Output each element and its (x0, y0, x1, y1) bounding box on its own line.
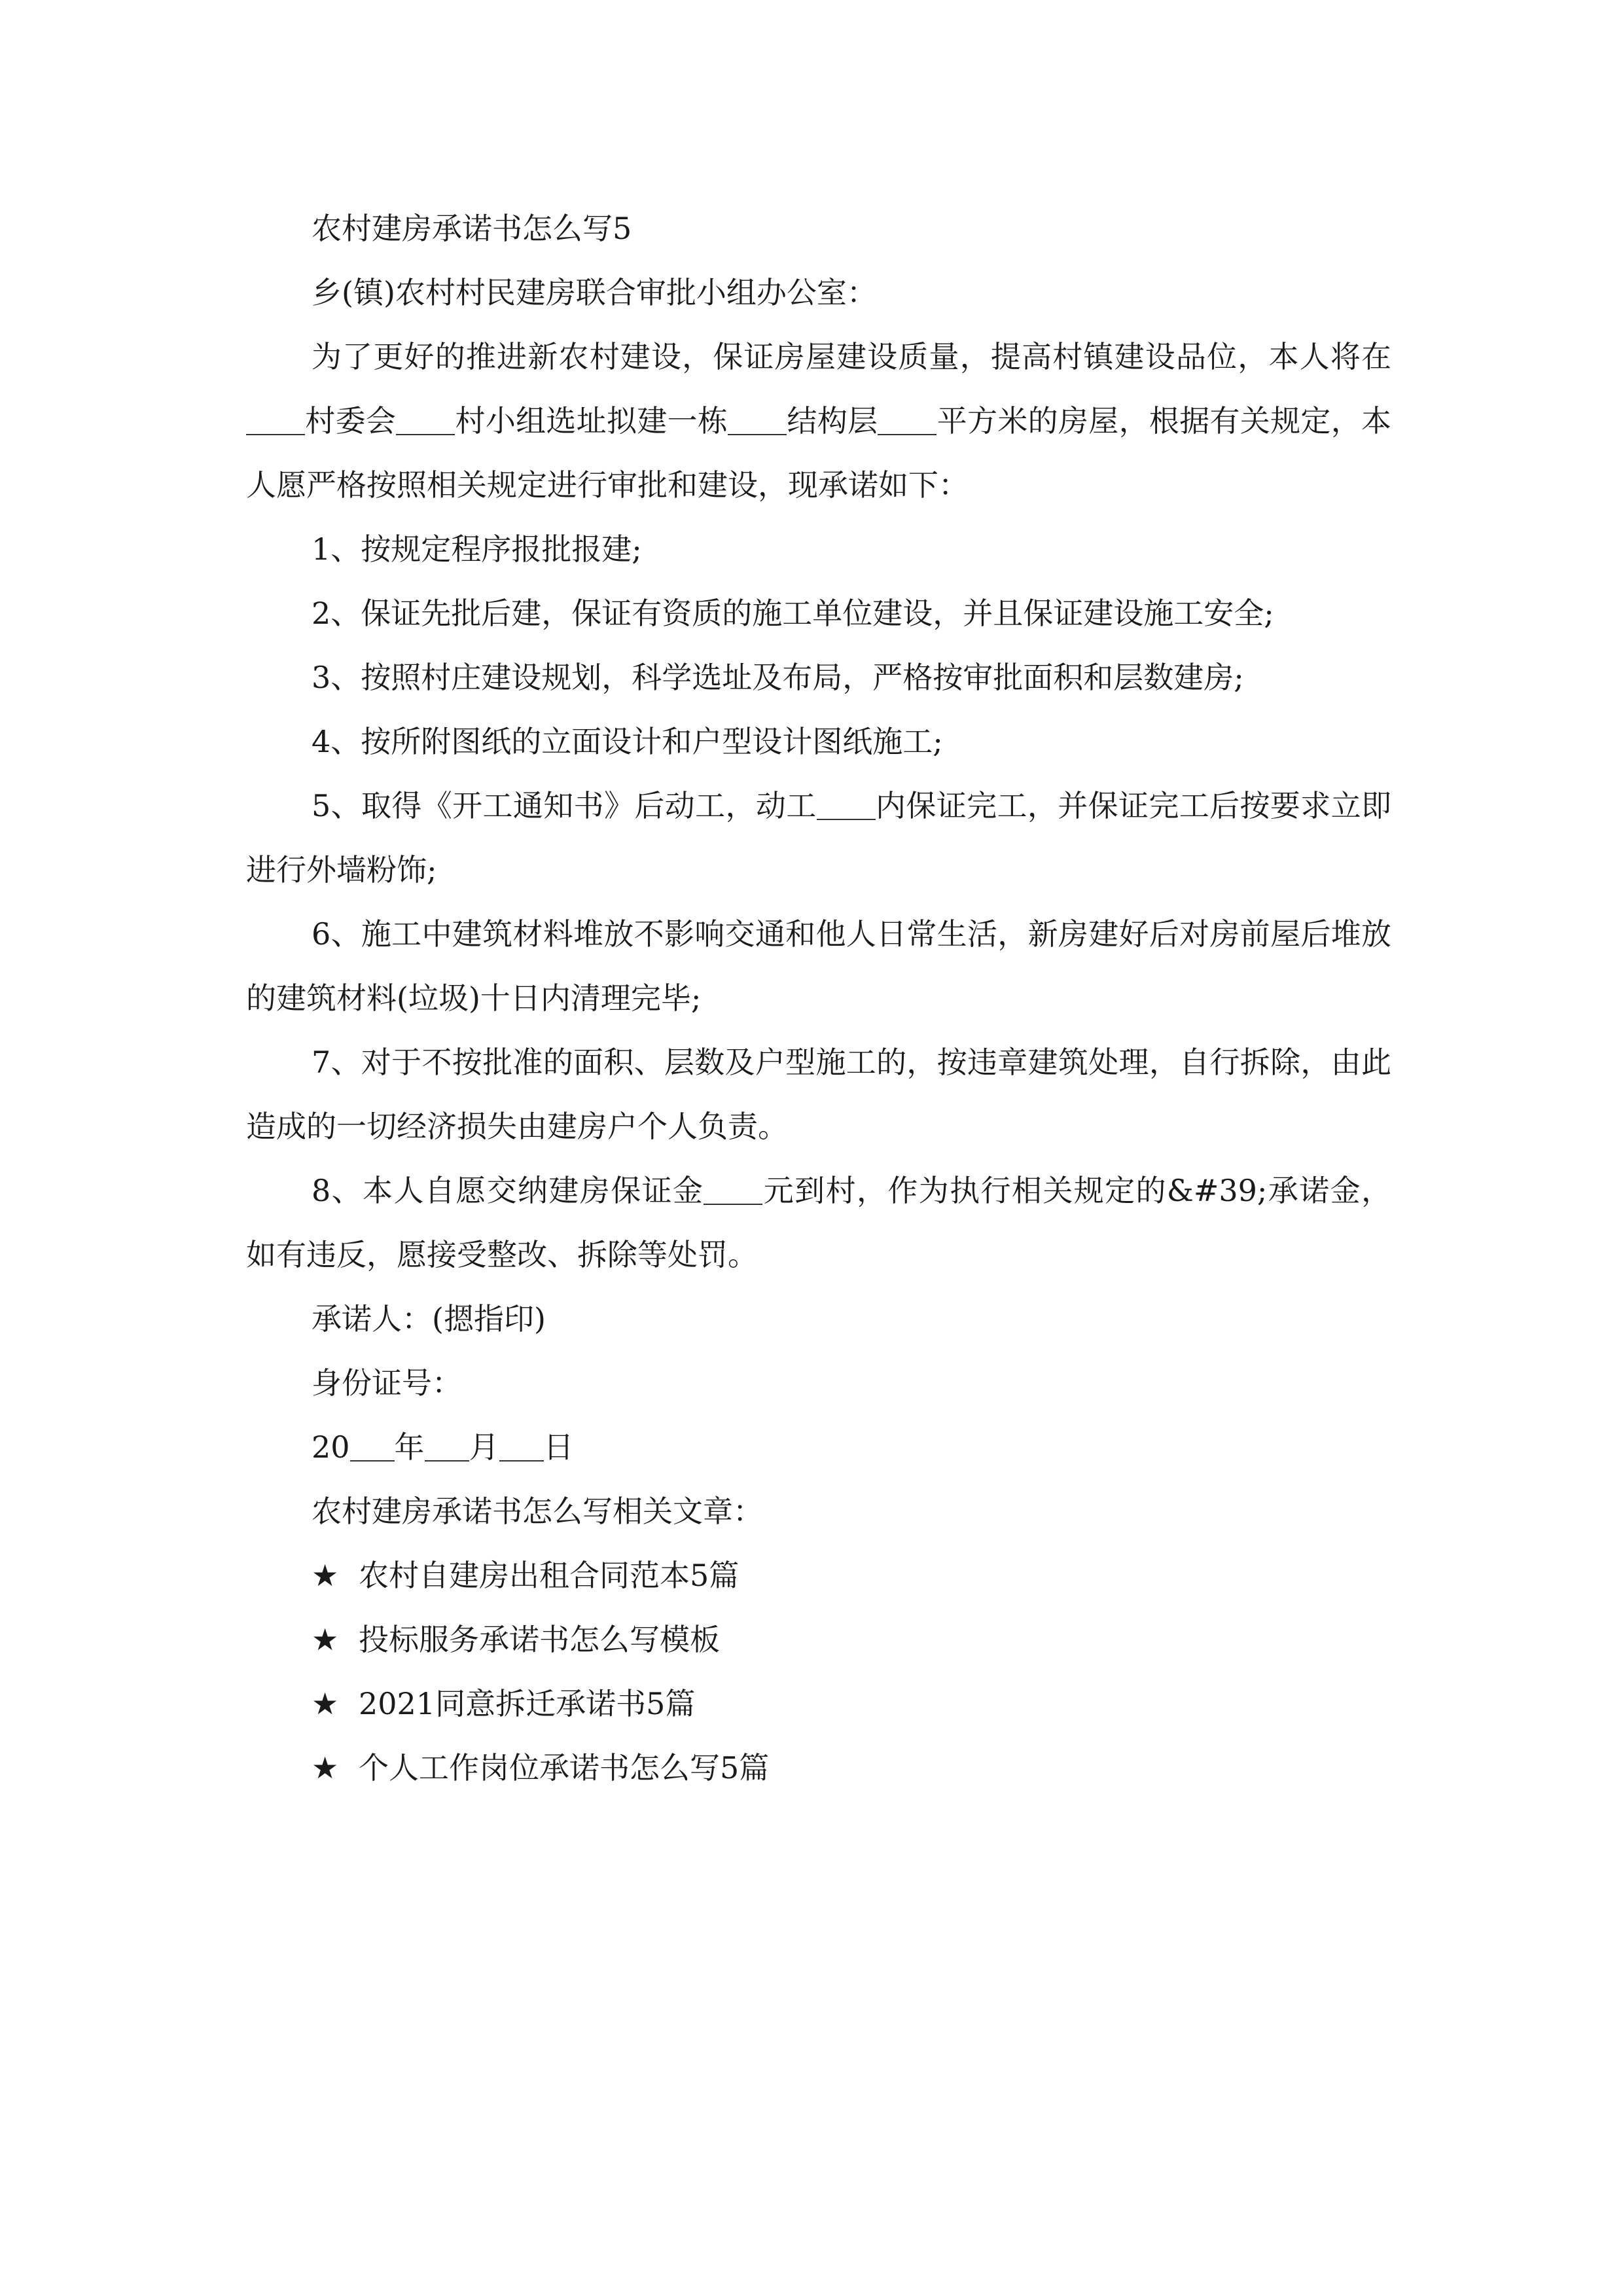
date-day-label: 日 (543, 1429, 574, 1465)
item-4: 4、按所附图纸的立面设计和户型设计图纸施工; (312, 724, 943, 759)
blank-deposit-amount (704, 1177, 762, 1205)
related-link-label[interactable]: 2021同意拆迁承诺书5篇 (359, 1686, 696, 1721)
star-icon: ★ (312, 1622, 339, 1657)
intro-text-5: 平方米的房屋，根据有关规定，本人愿严格按照相关规定进行审批和建设，现承诺如下： (246, 403, 1392, 503)
related-heading: 农村建房承诺书怎么写相关文章： (312, 1494, 763, 1529)
related-link-label[interactable]: 个人工作岗位承诺书怎么写5篇 (359, 1750, 770, 1785)
related-link-2[interactable] (246, 1607, 1391, 1672)
blank-village-committee (246, 408, 305, 435)
item-8 (246, 1158, 1391, 1287)
intro-text-1: 为了更好的推进新农村建设，保证房屋建设质量，提高村镇建设品位，本人将在 (312, 339, 1391, 374)
date-prefix: 20 (312, 1429, 350, 1465)
item-8-text-b: 元到村，作为执行相关规定的&#39;承诺金，如有违反，愿接受整改、拆除等处罚。 (246, 1173, 1391, 1272)
blank-structure (728, 408, 787, 435)
intro-text-3: 村小组选址拟建一栋 (455, 403, 728, 439)
related-link-4[interactable] (246, 1736, 1391, 1800)
star-icon: ★ (312, 1686, 339, 1721)
related-link-label[interactable]: 投标服务承诺书怎么写模板 (359, 1622, 720, 1657)
star-icon: ★ (312, 1750, 339, 1785)
date-year-label: 年 (394, 1429, 425, 1465)
blank-month (425, 1434, 469, 1462)
blank-village-group (396, 408, 455, 435)
document-body (246, 196, 1391, 1800)
document-title: 农村建房承诺书怎么写5 (312, 211, 632, 246)
intro-paragraph (246, 325, 1391, 517)
blank-year (350, 1434, 395, 1462)
date-month-label: 月 (469, 1429, 499, 1465)
blank-area (878, 408, 936, 435)
item-5 (246, 774, 1391, 902)
blank-day (499, 1434, 544, 1462)
related-link-1[interactable] (246, 1543, 1391, 1607)
related-link-label[interactable]: 农村自建房出租合同范本5篇 (359, 1558, 740, 1593)
item-7: 7、对于不按批准的面积、层数及户型施工的，按违章建筑处理，自行拆除，由此造成的一切经济损失由建房户个人负责。 (246, 1045, 1391, 1144)
item-3: 3、按照村庄建设规划，科学选址及布局，严格按审批面积和层数建房; (312, 660, 1244, 695)
date-line (246, 1415, 1391, 1479)
item-5-text-b: 内保证完工，并保证完工后按要求立即进行外墙粉饰; (246, 788, 1392, 888)
id-number-line: 身份证号： (312, 1365, 462, 1401)
intro-text-4: 结构层 (787, 403, 878, 439)
related-link-3[interactable] (246, 1672, 1391, 1736)
item-2: 2、保证先批后建，保证有资质的施工单位建设，并且保证建设施工安全; (312, 596, 1274, 631)
item-8-text-a: 8、本人自愿交纳建房保证金 (312, 1173, 704, 1208)
star-icon: ★ (312, 1558, 339, 1593)
signer-line: 承诺人：(摁指印) (312, 1301, 546, 1336)
item-6: 6、施工中建筑材料堆放不影响交通和他人日常生活，新房建好后对房前屋后堆放的建筑材料(垃圾)十日内清理完毕; (246, 916, 1391, 1016)
intro-text-2: 村委会 (305, 403, 397, 439)
item-5-text-a: 5、取得《开工通知书》后动工，动工 (312, 788, 817, 823)
addressee: 乡(镇)农村村民建房联合审批小组办公室： (312, 275, 877, 310)
blank-completion-period (817, 793, 876, 820)
item-1: 1、按规定程序报批报建; (312, 531, 642, 567)
